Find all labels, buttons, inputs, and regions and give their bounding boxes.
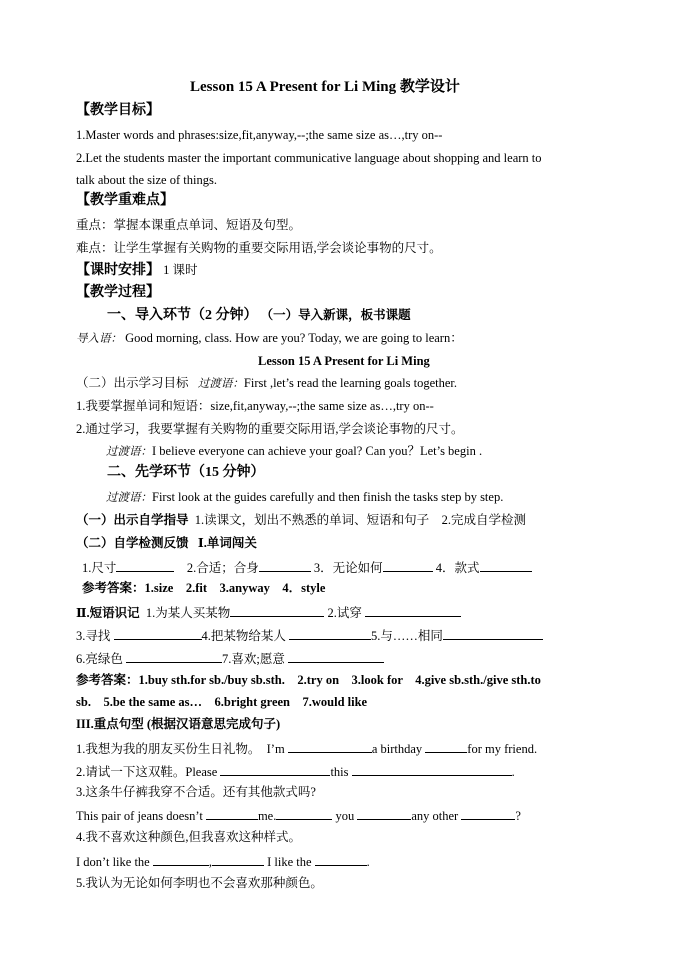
blank[interactable]	[153, 852, 209, 866]
phrase-q1: 1.为某人买某物	[145, 606, 231, 620]
sentence-1	[76, 739, 537, 757]
keypoint-difficulty: 难点：让学生掌握有关购物的重要交际用语,学会谈论事物的尺寸。	[76, 241, 442, 255]
blank[interactable]	[480, 558, 532, 572]
sentence-3-en-e: ?	[515, 809, 521, 823]
blank[interactable]	[443, 626, 543, 640]
transition-3: First look at the guides carefully and then finish the tasks step by step.	[152, 490, 504, 504]
word-q1: 1.尺寸	[82, 561, 117, 575]
blank[interactable]	[259, 558, 311, 572]
blank[interactable]	[212, 852, 264, 866]
goal-1: 1.Master words and phrases:size,fit,anyway,--;the same size as…,try on--	[76, 128, 443, 142]
answers-1: 1.size 2.fit 3.anyway 4．style	[144, 581, 326, 595]
guide-label: （一）出示自学指导	[76, 513, 189, 527]
transition-2-line	[106, 443, 482, 460]
sentence-1-en-b: a birthday	[371, 742, 423, 756]
transition-2: I believe everyone can achieve your goal? Can you？Let’s begin .	[152, 444, 483, 458]
sentence-1-en-c: for my friend.	[467, 742, 538, 756]
show-goals-label: （二）出示学习目标	[76, 376, 189, 390]
blank[interactable]	[315, 852, 367, 866]
sentence-3-en	[76, 806, 521, 824]
blank[interactable]	[365, 603, 461, 617]
goals-heading: 【教学目标】	[76, 103, 160, 118]
word-q4: 4．款式	[435, 561, 480, 575]
word-q3: 3．无论如何	[313, 561, 383, 575]
phrases-line-3	[76, 649, 384, 667]
transition-label-3: 过渡语：	[106, 492, 152, 504]
blank[interactable]	[114, 626, 202, 640]
transition-3-line	[106, 489, 503, 506]
blank[interactable]	[289, 626, 371, 640]
process-heading: 【教学过程】	[76, 285, 160, 300]
word-questions	[82, 558, 532, 576]
answers-1-label: 参考答案：	[82, 581, 145, 595]
sentence-3-en-d: any other	[411, 809, 459, 823]
phrase-q5: 5.与……相同	[371, 629, 443, 643]
schedule-value: 1 课时	[163, 263, 198, 277]
blank[interactable]	[383, 558, 433, 572]
phrase-q7: 7.喜欢;愿意	[222, 652, 285, 666]
sentence-2-text-b: this	[330, 765, 349, 779]
feedback-label: （二）自学检测反馈	[76, 536, 189, 550]
answers-2-line-1	[76, 672, 541, 688]
phrase-q3: 3.寻找	[76, 629, 111, 643]
blank[interactable]	[126, 649, 222, 663]
goal-2-line-1: 2.Let the students master the important communicative language about shopping and learn to	[76, 151, 542, 165]
schedule-heading: 【课时安排】	[76, 263, 160, 278]
sentence-3-en-a: This pair of jeans doesn’t	[76, 809, 203, 823]
sentence-4-en	[76, 852, 370, 870]
feedback-part: Ⅰ.单词闯关	[197, 536, 257, 550]
answers-2-line-2: sb. 5.be the same as… 6.bright green 7.would like	[76, 695, 368, 709]
step1-subtitle: （一）导入新课，板书课题	[260, 308, 411, 322]
document-title: Lesson 15 A Present for Li Ming 教学设计	[190, 79, 460, 95]
sentence-2	[76, 762, 515, 780]
step1-line	[107, 307, 411, 324]
sentence-4-en-b: ,	[208, 855, 212, 869]
sentence-4-en-a: I don’t like the	[76, 855, 150, 869]
schedule-line	[76, 262, 198, 279]
sentence-4-en-c: I like the	[267, 855, 312, 869]
phrases-line-2	[76, 626, 543, 644]
sentence-3-en-c: you	[335, 809, 355, 823]
sentence-4-cn: 4.我不喜欢这种颜色,但我喜欢这种样式。	[76, 830, 302, 844]
blank[interactable]	[461, 806, 515, 820]
sentence-4-en-d: .	[366, 855, 370, 869]
blank[interactable]	[352, 762, 512, 776]
lesson-title-line: Lesson 15 A Present for Li Ming	[258, 354, 430, 368]
transition-1: First ,let’s read the learning goals together.	[243, 376, 458, 390]
sentence-2-text-c: .	[511, 765, 515, 779]
blank[interactable]	[116, 558, 174, 572]
answers-2a: 1.buy sth.for sb./buy sb.sth. 2.try on 3.look for 4.give sb.sth./give sth.to	[138, 673, 541, 687]
phrase-q6: 6.亮绿色	[76, 652, 123, 666]
blank[interactable]	[220, 762, 330, 776]
phrases-heading: Ⅱ.短语识记	[76, 606, 140, 620]
sentence-5-cn: 5.我认为无论如何李明也不会喜欢那种颜色。	[76, 876, 323, 890]
keypoints-heading: 【教学重难点】	[76, 193, 174, 208]
word-q2: 2.合适；合身	[186, 561, 259, 575]
intro-line	[76, 330, 463, 347]
transition-label-2: 过渡语：	[106, 446, 152, 458]
intro-text: Good morning, class. How are you? Today, we are going to learn：	[125, 331, 463, 345]
blank[interactable]	[357, 806, 411, 820]
step2-title: 二、先学环节（15 分钟）	[107, 465, 265, 480]
goal-2-line-2: talk about the size of things.	[76, 173, 217, 187]
learning-goal-1: 1.我要掌握单词和短语：size,fit,anyway,--;the same size as…,try on--	[76, 399, 434, 413]
blank[interactable]	[288, 649, 384, 663]
transition-label-1: 过渡语：	[197, 378, 244, 390]
keypoint-focus: 重点：掌握本课重点单词、短语及句型。	[76, 218, 302, 232]
blank[interactable]	[276, 806, 332, 820]
answers-2-label: 参考答案：	[76, 673, 139, 687]
phrase-q2: 2.试穿	[327, 606, 362, 620]
show-goals-line	[76, 375, 457, 392]
guide-text: 1.读课文，划出不熟悉的单词、短语和句子 2.完成自学检测	[194, 513, 527, 527]
sentence-1-en-a: I’m	[266, 742, 285, 756]
feedback-line	[76, 535, 257, 551]
step1-title: 一、导入环节（2 分钟）	[107, 308, 258, 323]
intro-label: 导入语：	[76, 333, 122, 345]
sentences-heading: III.重点句型 (根据汉语意思完成句子)	[76, 717, 281, 731]
phrase-q4: 4.把某物给某人	[201, 629, 286, 643]
sentence-2-text: 2.请试一下这双鞋。Please	[76, 765, 218, 779]
learning-goal-2: 2.通过学习，我要掌握有关购物的重要交际用语,学会谈论事物的尺寸。	[76, 422, 464, 436]
phrases-line-1	[76, 603, 461, 621]
sentence-3-en-b: me.	[257, 809, 277, 823]
blank[interactable]	[206, 806, 258, 820]
blank[interactable]	[425, 739, 467, 753]
blank[interactable]	[288, 739, 372, 753]
sentence-3-cn: 3.这条牛仔裤我穿不合适。还有其他款式吗?	[76, 785, 316, 799]
sentence-1-cn: 1.我想为我的朋友买份生日礼物。	[76, 742, 261, 756]
blank[interactable]	[230, 603, 324, 617]
guide-line	[76, 512, 526, 528]
answers-1-line	[82, 580, 325, 596]
